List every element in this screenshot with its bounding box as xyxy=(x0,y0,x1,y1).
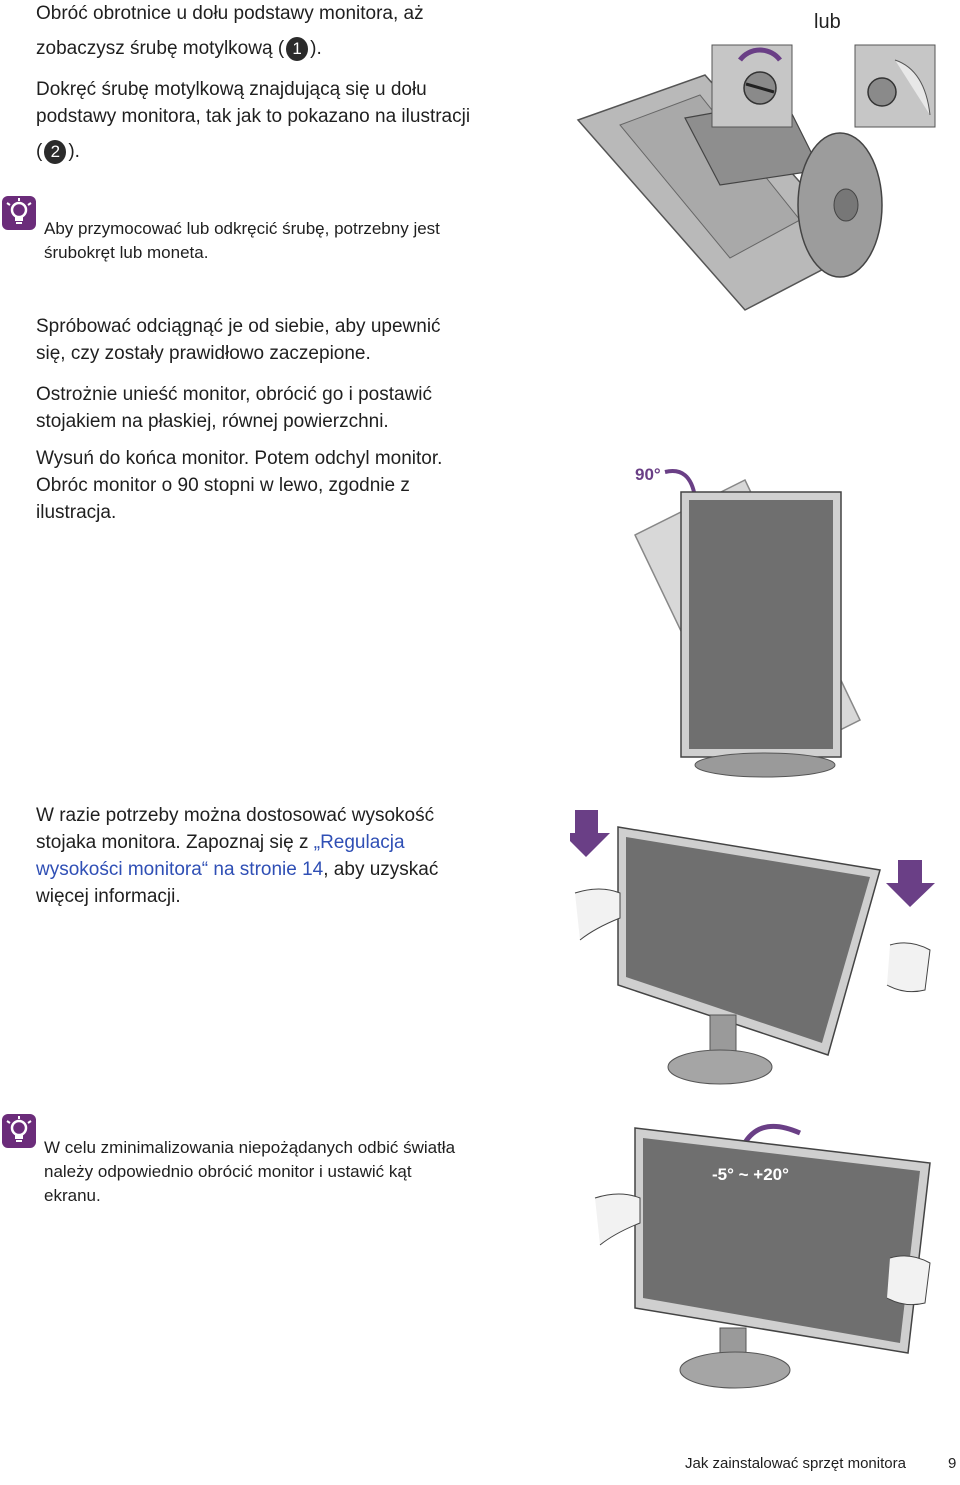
step-6-line-4: więcej informacji. xyxy=(36,886,181,907)
hand-right-icon xyxy=(887,1256,930,1305)
step-text-6 xyxy=(36,802,438,910)
stand-base xyxy=(680,1352,790,1388)
step-1-line-2 xyxy=(36,35,424,62)
tip-1-line-1: Aby przymocować lub odkręcić śrubę, potrzebny jest xyxy=(44,219,440,238)
hand-left-icon xyxy=(595,1194,640,1245)
hand-left-icon xyxy=(575,889,620,940)
step-2-line-1: Dokręć śrubę motylkową znajdującą się u dołu xyxy=(36,79,427,100)
step-4-line-1: Ostrożnie unieść monitor, obrócić go i postawić xyxy=(36,384,433,405)
tilt-angle-label: -5° ~ +20° xyxy=(712,1165,789,1184)
step-1-line-2-end: ). xyxy=(310,38,322,59)
coin-screw-icon xyxy=(868,78,896,106)
rotate-90-label: 90° xyxy=(635,465,661,484)
portrait-monitor-screen xyxy=(689,500,833,749)
footer-section-title: Jak zainstalować sprzęt monitora xyxy=(685,1455,906,1472)
step-text-4 xyxy=(36,381,432,435)
step-1-line-2-text: zobaczysz śrubę motylkową ( xyxy=(36,38,285,59)
step-4-line-2: stojakiem na płaskiej, równej powierzchni. xyxy=(36,411,389,432)
step-2-line-3 xyxy=(36,138,470,165)
lub-label: lub xyxy=(814,11,841,33)
step-6-line-3-text: , aby uzyskać xyxy=(323,859,439,880)
tip-1-line-2: śrubokręt lub moneta. xyxy=(44,243,209,262)
height-adjust-link-cont[interactable]: wysokości monitora“ na stronie 14 xyxy=(36,859,324,880)
hand-right-icon xyxy=(887,943,930,992)
step-badge-1: 1 xyxy=(286,37,308,61)
step-6-line-2 xyxy=(36,829,438,856)
step-6-line-3 xyxy=(36,856,438,883)
step-3-line-2: się, czy zostały prawidłowo zaczepione. xyxy=(36,343,371,364)
step-text-1 xyxy=(36,0,424,62)
step-2-line-3-open: ( xyxy=(36,141,43,162)
lightbulb-icon xyxy=(2,1114,36,1148)
down-arrow-icon xyxy=(886,860,935,907)
page-number: 9 xyxy=(948,1455,957,1472)
tip-2-line-1: W celu zminimalizowania niepożądanych odbić światła xyxy=(44,1138,456,1157)
step-text-5 xyxy=(36,445,442,526)
step-5-line-1: Wysuń do końca monitor. Potem odchyl monitor. xyxy=(36,448,443,469)
tilt-illustration xyxy=(590,1108,940,1398)
step-1-line-1: Obróć obrotnice u dołu podstawy monitora, aż xyxy=(36,3,424,24)
stand-base xyxy=(668,1050,772,1084)
height-adjust-link[interactable]: „Regulacja xyxy=(313,832,405,853)
stand-base-hole xyxy=(834,189,858,221)
down-arrow-icon xyxy=(570,810,610,857)
step-text-3 xyxy=(36,313,441,367)
tip-2-line-2: należy odpowiednio obrócić monitor i ustawić kąt xyxy=(44,1162,412,1181)
stand-screw-illustration xyxy=(570,0,950,320)
step-6-line-2-text: stojaka monitora. Zapoznaj się z xyxy=(36,832,314,853)
tip-2-line-3: ekranu. xyxy=(44,1186,101,1205)
step-5-line-3: ilustracja. xyxy=(36,502,117,523)
step-text-2 xyxy=(36,76,470,165)
step-badge-2: 2 xyxy=(44,140,66,164)
stand-base xyxy=(695,753,835,777)
step-2-line-2: podstawy monitora, tak jak to pokazano na ilustracji xyxy=(36,106,471,127)
height-adjust-illustration xyxy=(570,805,940,1090)
step-5-line-2: Obróc monitor o 90 stopni w lewo, zgodnie z xyxy=(36,475,410,496)
lightbulb-icon xyxy=(2,196,36,230)
step-6-line-1: W razie potrzeby można dostosować wysokość xyxy=(36,805,435,826)
tip-text-2 xyxy=(44,1136,455,1208)
step-2-line-3-end: ). xyxy=(68,141,80,162)
step-3-line-1: Spróbować odciągnąć je od siebie, aby upewnić xyxy=(36,316,441,337)
rotate-illustration xyxy=(625,460,870,780)
tip-text-1 xyxy=(44,217,440,265)
